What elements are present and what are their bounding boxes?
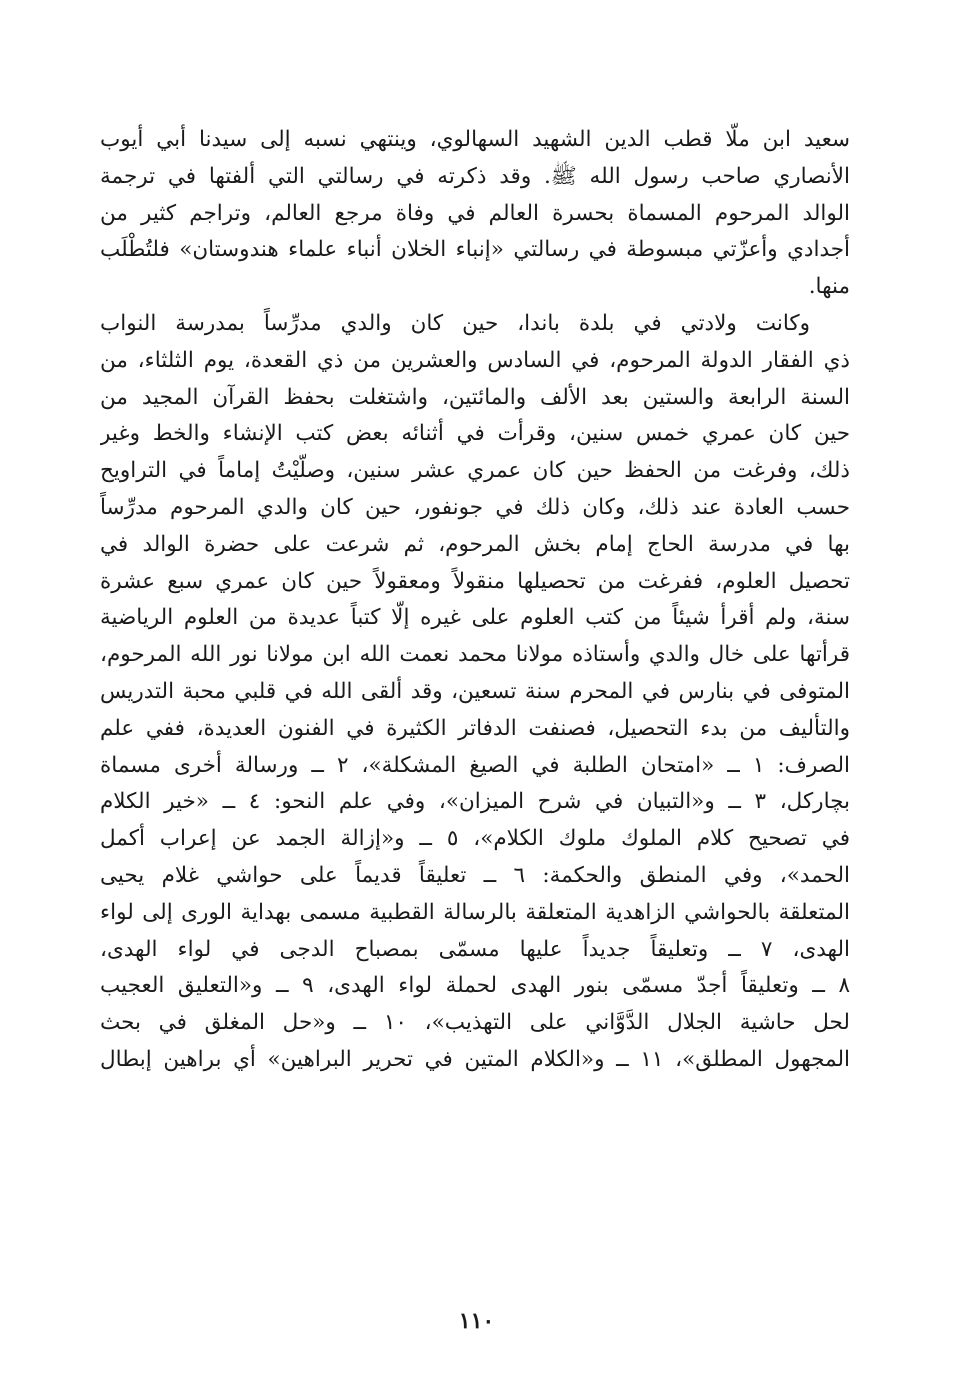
text-line-24: ٨ ــ وتعليقاً أجدّ مسمّى بنور الهدى لحملة لواء الهدى، ٩ ــ و«التعليق العجيب <box>100 973 850 999</box>
text-line-21: الحمد»، وفي المنطق والحكمة: ٦ ــ تعليقاً قديماً على حواشي غلام يحيى <box>100 862 850 888</box>
text-line-14: سنة، ولم أقرأ شيئاً من كتب العلوم على غيره إلّا كتباً عديدة من العلوم الرياضية <box>100 605 850 631</box>
text-line-20: في تصحيح كلام الملوك ملوك الكلام»، ٥ ــ و«إزالة الجمد عن إعراب أكمل <box>100 826 850 852</box>
page-number: ١١٠ <box>458 1308 495 1334</box>
text-line-23: الهدى، ٧ ــ وتعليقاً جديداً عليها مسمّى بمصباح الدجى في لواء الهدى، <box>100 936 850 962</box>
text-line-11: حسب العادة عند ذلك، وكان ذلك في جونفور، حين كان والدي المرحوم مدرِّساً <box>100 494 850 520</box>
text-line-19: بچاركل، ٣ ــ و«التبيان في شرح الميزان»، وفي علم النحو: ٤ ــ «خير الكلام <box>100 789 850 815</box>
text-line-25: لحل حاشية الجلال الدَّوَّاني على التهذيب»، ١٠ ــ و«حل المغلق في بحث <box>100 1010 850 1036</box>
text-line-3: الوالد المرحوم المسماة بحسرة العالم في وفاة مرجع العالم، وتراجم كثير من <box>100 200 850 226</box>
body-text <box>100 122 850 1079</box>
text-line-7: ذي الفقار الدولة المرحوم، في السادس والعشرين من ذي القعدة، يوم الثلثاء، من <box>100 347 850 373</box>
text-line-9: حين كان عمري خمس سنين، وقرأت في أثنائه بعض كتب الإنشاء والخط وغير <box>100 421 850 447</box>
text-line-2: الأنصاري صاحب رسول الله ﷺ. وقد ذكرته في رسالتي التي ألفتها في ترجمة <box>100 163 850 189</box>
text-line-4: أجدادي وأعزّتي مبسوطة في رسالتي «إنباء الخلان أنباء علماء هندوستان» فلتُطْلَب <box>100 237 850 263</box>
text-line-8: السنة الرابعة والستين بعد الألف والمائتين، واشتغلت بحفظ القرآن المجيد من <box>100 384 850 410</box>
text-line-12: بها في مدرسة الحاج إمام بخش المرحوم، ثم شرعت على حضرة الوالد في <box>100 531 850 557</box>
text-line-16: المتوفى في بنارس في المحرم سنة تسعين، وقد ألقى الله في قلبي محبة التدريس <box>100 678 850 704</box>
text-line-26: المجهول المطلق»، ١١ ــ و«الكلام المتين في تحرير البراهين» أي براهين إبطال <box>100 1046 850 1072</box>
text-line-1: سعيد ابن ملّا قطب الدين الشهيد السهالوي، وينتهي نسبه إلى سيدنا أبي أيوب <box>100 127 850 152</box>
text-line-15: قرأتها على خال والدي وأستاذه مولانا محمد نعمت الله ابن مولانا نور الله المرحوم، <box>100 642 850 668</box>
text-line-22: المتعلقة بالحواشي الزاهدية المتعلقة بالرسالة القطبية مسمى بهداية الورى إلى لواء <box>100 899 850 925</box>
text-line-5: منها. <box>808 274 850 300</box>
text-line-6: وكانت ولادتي في بلدة باندا، حين كان والدي مدرِّساً بمدرسة النواب <box>100 310 810 336</box>
text-line-10: ذلك، وفرغت من الحفظ حين كان عمري عشر سنين، وصلَّيْتُ إماماً في التراويح <box>100 458 850 484</box>
text-line-18: الصرف: ١ ــ «امتحان الطلبة في الصيغ المشكلة»، ٢ ــ ورسالة أخرى مسماة <box>100 752 850 778</box>
text-line-17: والتأليف من بدء التحصيل، فصنفت الدفاتر الكثيرة في الفنون العديدة، ففي علم <box>100 715 850 741</box>
text-line-13: تحصيل العلوم، ففرغت من تحصيلها منقولاً ومعقولاً حين كان عمري سبع عشرة <box>100 568 850 594</box>
